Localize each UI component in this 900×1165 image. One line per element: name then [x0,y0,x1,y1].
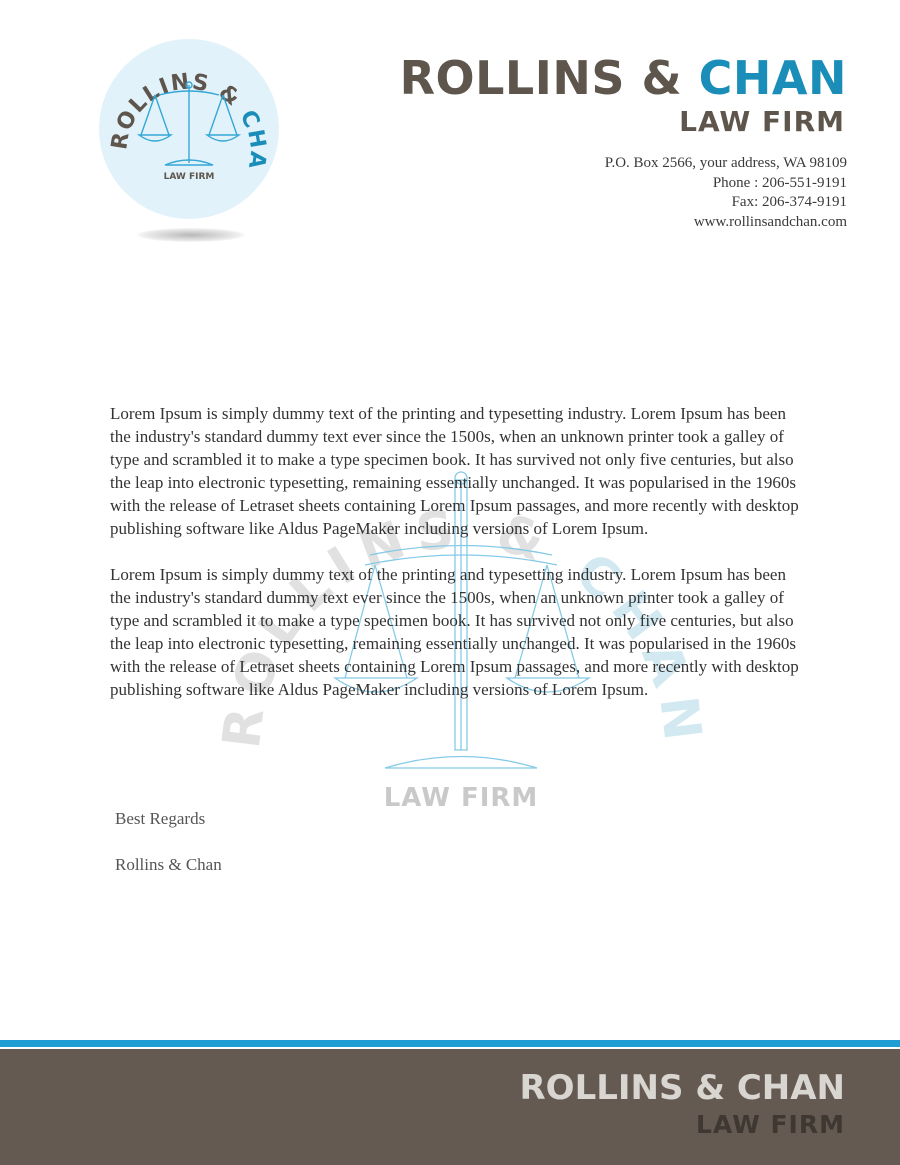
contact-fax: Fax: 206-374-9191 [731,194,847,210]
logo-badge [97,37,281,221]
header-name-last: CHAN [698,51,847,105]
letter-signature: Rollins & Chan [115,855,222,874]
footer-accent-stripe [0,1040,900,1047]
watermark-sub-text: LAW FIRM [383,783,539,813]
contact-website[interactable]: www.rollinsandchan.com [693,213,847,230]
footer-subtitle: LAW FIRM [696,1110,845,1139]
letter-paragraph: Lorem Ipsum is simply dummy text of the printing and typesetting industry. Lorem Ipsum has been the industry's standard dummy text ever since the 1500s, when an unknown printer took a galley of type and scrambled it to make a type specimen book. It has survived not only five centuries, but also the leap into electronic typesetting, remaining essentially unchanged. It was popularised in the 1960s with the release of Letraset sheets containing Lorem Ipsum passages, and more recently with desktop publishing software like Aldus PageMaker including versions of Lorem Ipsum. [110,404,799,538]
contact-block [605,154,847,232]
contact-phone: Phone : 206-551-9191 [712,174,847,191]
header-subtitle: LAW FIRM [679,105,845,138]
footer-firm-name: ROLLINS & CHAN [519,1068,845,1108]
letter-closing-block [115,807,222,899]
header-name-amp: & [641,51,683,105]
header-name-first: ROLLINS [399,51,625,105]
logo-sub-text: LAW FIRM [163,172,215,182]
contact-address: P.O. Box 2566, your address, WA 98109 [604,155,847,171]
watermark-ring-text: ROLLINS & CHAN [211,499,714,754]
logo-ring-text: ROLLINS & CHA [107,69,271,172]
letter-closing: Best Regards [115,809,206,828]
header-firm-name [400,52,847,104]
letter-body [110,402,810,724]
logo-shadow [137,228,245,242]
letter-paragraph: Lorem Ipsum is simply dummy text of the printing and typesetting industry. Lorem Ipsum has been the industry's standard dummy text ever since the 1500s, when an unknown printer took a galley of type and scrambled it to make a type specimen book. It has survived not only five centuries, but also the leap into electronic typesetting, remaining essentially unchanged. It was popularised in the 1960s with the release of Letraset sheets containing Lorem Ipsum passages, and more recently with desktop publishing software like Aldus PageMaker including versions of Lorem Ipsum. [110,565,799,699]
